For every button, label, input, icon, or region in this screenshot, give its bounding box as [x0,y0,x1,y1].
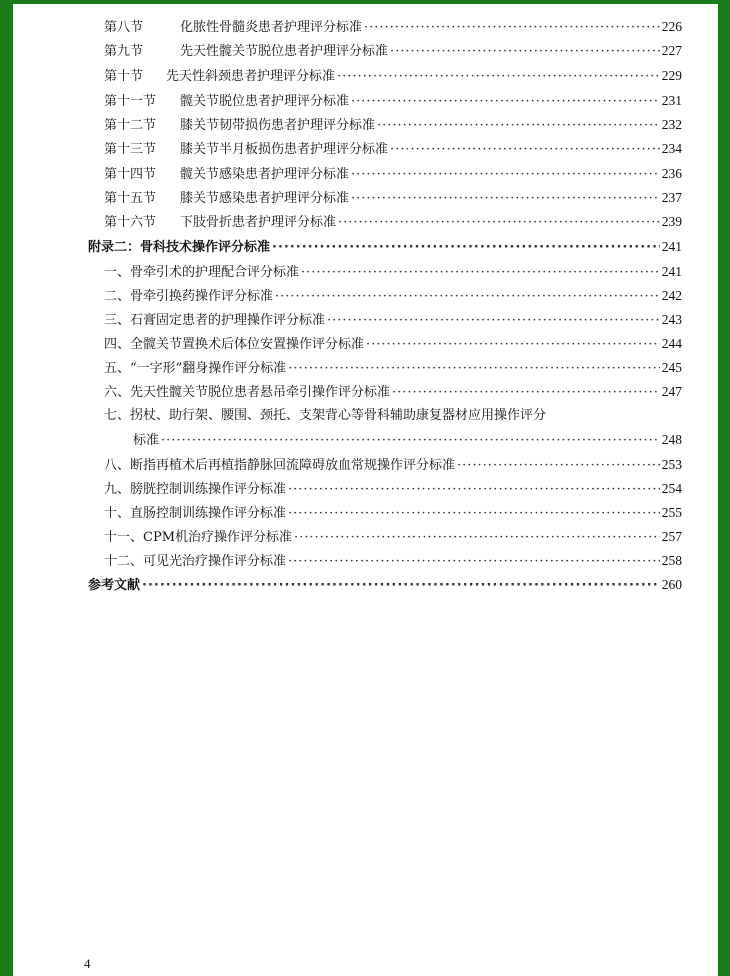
section-number: 第十一节 [104,94,157,109]
page-ref: 232 [661,117,682,132]
toc-entry-item[interactable] [104,264,682,280]
dot-leader [457,458,660,474]
page-ref: 253 [661,457,682,472]
page-ref: 248 [661,432,682,447]
section-title: 膝关节感染患者护理评分标准 [180,191,350,206]
dot-leader [142,578,660,594]
section-title: 下肢骨折患者护理评分标准 [180,215,337,230]
page-ref: 241 [661,264,682,279]
page-ref: 245 [661,360,682,375]
toc-entry-item[interactable] [104,312,682,328]
section-title: 髋关节感染患者护理评分标准 [180,167,350,182]
item-title: 二、骨牵引换药操作评分标准 [104,289,274,304]
section-number: 第十节 [104,69,144,84]
page-ref: 258 [661,553,682,568]
toc-entry-section[interactable] [104,214,682,230]
section-number: 第十四节 [104,167,157,182]
page-ref: 231 [661,93,682,108]
dot-leader [327,313,660,329]
dot-leader [351,191,660,207]
dot-leader [390,44,660,60]
page-ref: 241 [661,239,682,254]
dot-leader [338,215,660,231]
page-ref: 226 [661,19,682,34]
section-title: 膝关节韧带损伤患者护理评分标准 [180,118,376,133]
toc-entry-section[interactable] [104,117,682,133]
item-title: 八、断指再植术后再植指静脉回流障碍放血常规操作评分标准 [104,458,456,473]
dot-leader [288,506,660,522]
toc-entry-section[interactable] [104,93,682,109]
toc-entry-item-line1[interactable]: 七、拐杖、助行架、腰围、颈托、支架背心等骨科辅助康复器材应用操作评分 [104,408,547,423]
toc-entry-item[interactable] [104,336,682,352]
toc-entry-appendix[interactable] [88,239,682,255]
item-title: 四、全髋关节置换术后体位安置操作评分标准 [104,337,365,352]
page-ref: 244 [661,336,682,351]
toc-entry-section[interactable] [104,43,682,59]
page-ref: 227 [661,43,682,58]
page-ref: 255 [661,505,682,520]
dot-leader [377,118,660,134]
item-title: 三、石膏固定患者的护理操作评分标准 [104,313,326,328]
dot-leader [275,289,660,305]
section-title: 先天性斜颈患者护理评分标准 [166,69,336,84]
dot-leader [288,361,659,377]
toc-entry-item[interactable] [104,553,682,569]
page-ref: 236 [661,166,682,181]
page-ref: 243 [661,312,682,327]
toc-entry-section[interactable] [104,190,682,206]
dot-leader [390,142,660,158]
page-ref: 234 [661,141,682,156]
page-ref: 239 [661,214,682,229]
toc-entry-section[interactable] [104,166,682,182]
appendix-title: 附录二：骨科技术操作评分标准 [88,240,271,255]
frame-right-border [718,0,730,976]
references-title: 参考文献 [88,578,141,593]
dot-leader [301,265,660,281]
toc-entry-item[interactable] [104,384,682,400]
dot-leader [294,530,660,546]
section-number: 第八节 [104,20,144,35]
section-title: 先天性髋关节脱位患者护理评分标准 [180,44,389,59]
page-ref: 254 [661,481,682,496]
section-number: 第十二节 [104,118,157,133]
toc-entry-item[interactable] [104,288,682,304]
frame-left-border [0,0,13,976]
dot-leader [288,482,660,498]
dot-leader [288,554,660,570]
frame-top-border [0,0,730,4]
item-title: 十一、CPM机治疗操作评分标准 [104,530,293,545]
section-title: 化脓性骨髓炎患者护理评分标准 [180,20,363,35]
dot-leader [337,69,660,85]
toc-entry-references[interactable] [88,577,682,593]
dot-leader [392,385,660,401]
item-title: 九、膀胱控制训练操作评分标准 [104,482,287,497]
toc-entry-item[interactable] [104,457,682,473]
page-ref: 242 [661,288,682,303]
toc-entry-section[interactable] [104,141,682,157]
item-title: 五、“一字形”翻身操作评分标准 [104,361,287,376]
dot-leader [366,337,660,353]
section-number: 第十五节 [104,191,157,206]
toc-entry-section[interactable] [104,68,682,84]
toc-entry-item[interactable] [104,481,682,497]
page-ref: 260 [661,577,682,592]
dot-leader [161,433,660,449]
item-title-continued: 标准 [133,433,160,448]
page-ref: 229 [661,68,682,83]
section-title: 膝关节半月板损伤患者护理评分标准 [180,142,389,157]
section-title: 髋关节脱位患者护理评分标准 [180,94,350,109]
dot-leader [351,167,660,183]
section-number: 第九节 [104,44,144,59]
page-ref: 247 [661,384,682,399]
dot-leader [272,240,660,256]
item-title: 六、先天性髋关节脱位患者悬吊牵引操作评分标准 [104,385,391,400]
item-title: 十、直肠控制训练操作评分标准 [104,506,287,521]
page-number: 4 [84,956,91,971]
toc-entry-item[interactable] [104,529,682,545]
section-number: 第十三节 [104,142,157,157]
item-title: 一、骨牵引术的护理配合评分标准 [104,265,300,280]
toc-entry-section[interactable] [104,19,682,35]
toc-entry-item[interactable] [104,360,682,376]
page-ref: 237 [661,190,682,205]
toc-entry-item[interactable] [104,505,682,521]
page-ref: 257 [661,529,682,544]
dot-leader [364,20,660,36]
item-title: 十二、可见光治疗操作评分标准 [104,554,287,569]
section-number: 第十六节 [104,215,157,230]
dot-leader [351,94,660,110]
toc-entry-item[interactable] [133,432,682,448]
